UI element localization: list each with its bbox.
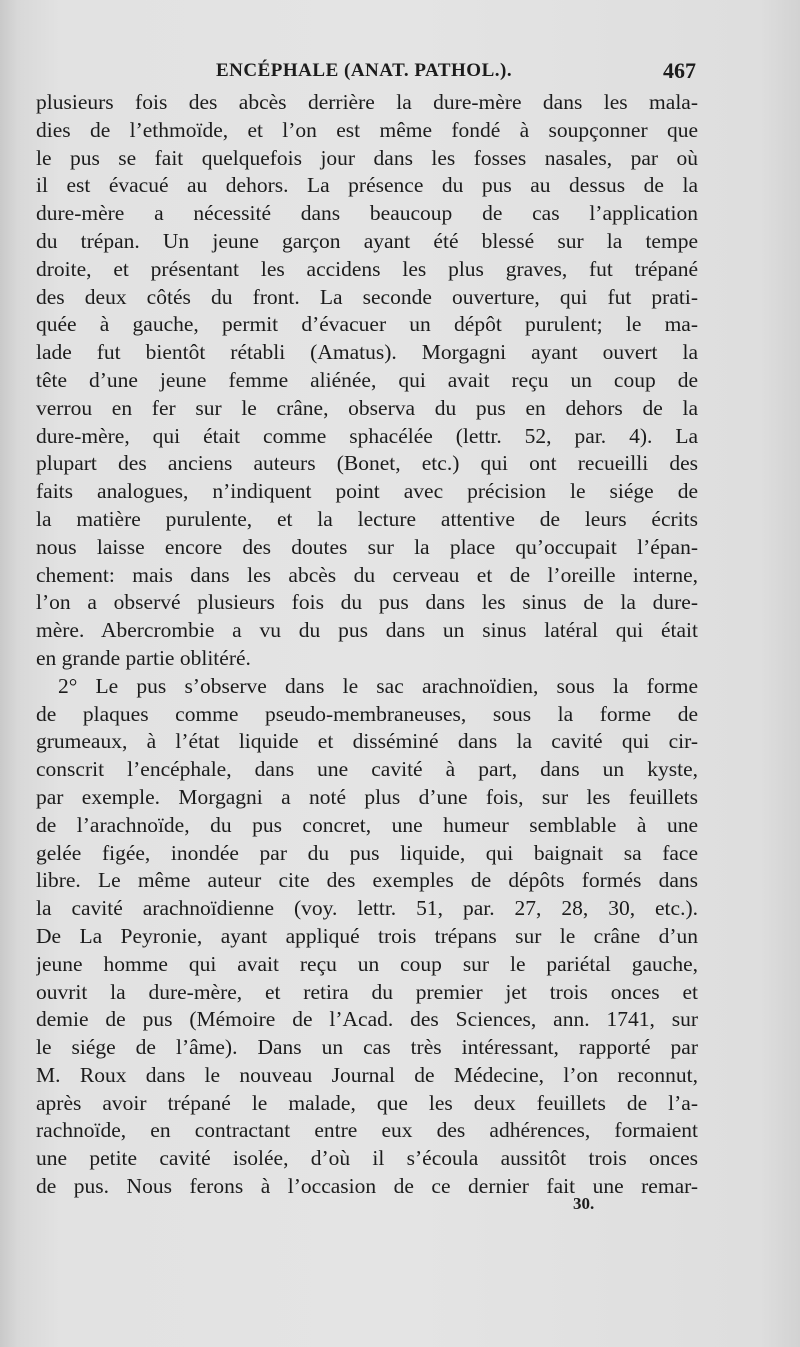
text-line: dure-mère, qui était comme sphacélée (lettr. 52, par. 4). La: [36, 423, 698, 448]
text-line: de plaques comme pseudo-membraneuses, sous la forme de: [36, 701, 698, 726]
text-line: par exemple. Morgagni a noté plus d’une fois, sur les feuillets: [36, 784, 698, 809]
text-line: verrou en fer sur le crâne, observa du pus en dehors de la: [36, 395, 698, 420]
text-line: de l’arachnoïde, du pus concret, une humeur semblable à une: [36, 812, 698, 837]
text-line: chement: mais dans les abcès du cerveau et de l’oreille interne,: [36, 562, 698, 587]
signature-mark: 30.: [573, 1194, 595, 1213]
text-line: mère. Abercrombie a vu du pus dans un sinus latéral qui était: [36, 618, 698, 643]
page-number: 467: [663, 58, 696, 83]
paragraph-start-line: 2° Le pus s’observe dans le sac arachnoïdien, sous la forme: [58, 673, 698, 698]
text-line: plupart des anciens auteurs (Bonet, etc.) qui ont recueilli des: [36, 451, 698, 476]
text-line: libre. Le même auteur cite des exemples de dépôts formés dans: [36, 868, 698, 893]
text-line: nous laisse encore des doutes sur la place qu’occupait l’épan-: [36, 534, 698, 559]
text-line: grumeaux, à l’état liquide et disséminé dans la cavité qui cir-: [36, 729, 698, 754]
text-line: dies de l’ethmoïde, et l’on est même fondé à soupçonner que: [36, 117, 698, 142]
text-line: la matière purulente, et la lecture attentive de leurs écrits: [36, 506, 698, 531]
text-line: dure-mère a nécessité dans beaucoup de cas l’application: [36, 201, 698, 226]
body-text: [36, 89, 698, 1201]
text-line: droite, et présentant les accidens les plus graves, fut trépané: [36, 256, 698, 281]
text-line: M. Roux dans le nouveau Journal de Médecine, l’on reconnut,: [36, 1062, 698, 1087]
paragraph-end-line: en grande partie oblitéré.: [36, 645, 251, 670]
text-line: jeune homme qui avait reçu un coup sur le pariétal gauche,: [36, 951, 698, 976]
text-line: ouvrit la dure-mère, et retira du premier jet trois onces et: [36, 979, 698, 1004]
text-line: De La Peyronie, ayant appliqué trois trépans sur le crâne d’un: [36, 923, 698, 948]
running-head: ENCÉPHALE (ANAT. PATHOL.).: [216, 60, 513, 81]
page-header: [36, 58, 696, 88]
text-line: le pus se fait quelquefois jour dans les fosses nasales, par où: [36, 145, 698, 170]
text-line: après avoir trépané le malade, que les deux feuillets de l’a-: [36, 1090, 698, 1115]
text-line: demie de pus (Mémoire de l’Acad. des Sciences, ann. 1741, sur: [36, 1007, 698, 1032]
text-line: de pus. Nous ferons à l’occasion de ce dernier fait une remar-: [36, 1174, 698, 1199]
text-line: le siége de l’âme). Dans un cas très intéressant, rapporté par: [36, 1035, 698, 1060]
text-line: tête d’une jeune femme aliénée, qui avait reçu un coup de: [36, 367, 698, 392]
text-line: l’on a observé plusieurs fois du pus dans les sinus de la dure-: [36, 590, 698, 615]
text-line: une petite cavité isolée, d’où il s’écoula aussitôt trois onces: [36, 1146, 698, 1171]
text-line: du trépan. Un jeune garçon ayant été blessé sur la tempe: [36, 228, 698, 253]
text-line: rachnoïde, en contractant entre eux des adhérences, formaient: [36, 1118, 698, 1143]
text-line: il est évacué au dehors. La présence du pus au dessus de la: [36, 173, 698, 198]
text-line: des deux côtés du front. La seconde ouverture, qui fut prati-: [36, 284, 698, 309]
text-line: faits analogues, n’indiquent point avec précision le siége de: [36, 479, 698, 504]
text-line: conscrit l’encéphale, dans une cavité à part, dans un kyste,: [36, 757, 698, 782]
text-line: gelée figée, inondée par du pus liquide, qui baignait sa face: [36, 840, 698, 865]
text-line: quée à gauche, permit d’évacuer un dépôt purulent; le ma-: [36, 312, 698, 337]
text-line: la cavité arachnoïdienne (voy. lettr. 51, par. 27, 28, 30, etc.).: [36, 896, 698, 921]
text-line: plusieurs fois des abcès derrière la dure-mère dans les mala-: [36, 90, 698, 114]
text-line: lade fut bientôt rétabli (Amatus). Morgagni ayant ouvert la: [36, 340, 698, 365]
